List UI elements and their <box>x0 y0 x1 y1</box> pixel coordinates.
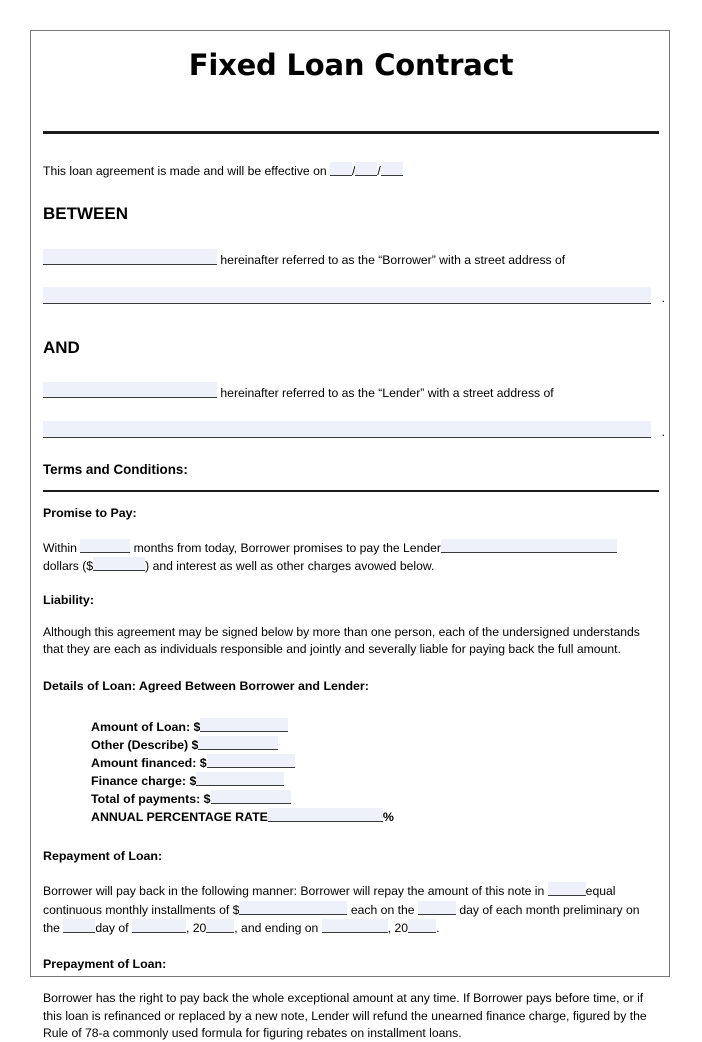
repayment-of-loan-heading: Repayment of Loan: <box>43 849 163 864</box>
promise-months-label: months from today, Borrower promises to pay the Lender <box>133 540 441 555</box>
liability-paragraph: Although this agreement may be signed below by more than one person, each of the undersigned understands that they are each as individuals responsible and jointly and severally liable for paying back the full amount. <box>43 625 640 657</box>
repayment-start-month-field[interactable] <box>132 919 186 933</box>
borrower-name-label: hereinafter referred to as the “Borrower” with a street address of <box>220 252 566 267</box>
list-item <box>91 772 659 790</box>
repayment-end-year-field[interactable] <box>408 919 436 933</box>
repayment-seg-8: , 20 <box>387 921 409 936</box>
lender-address-row <box>43 421 665 439</box>
date-separator-2: / <box>377 163 381 178</box>
document-page <box>30 30 670 1040</box>
annual-percentage-rate-label: ANNUAL PERCENTAGE RATE <box>91 809 268 824</box>
borrower-address-field[interactable] <box>43 287 651 304</box>
borrower-address-row <box>43 287 665 305</box>
total-of-payments-label: Total of payments: $ <box>91 791 211 806</box>
loan-details-list <box>43 718 659 826</box>
repayment-start-year-field[interactable] <box>206 919 234 933</box>
repayment-installment-amount-field[interactable] <box>239 901 347 915</box>
date-separator-1: / <box>352 163 356 178</box>
finance-charge-field[interactable] <box>196 772 284 786</box>
lender-address-period: . <box>661 424 665 439</box>
document-content <box>43 31 665 1040</box>
repayment-seg-2: equal continuous monthly installments of $ <box>43 884 616 917</box>
repayment-end-month-field[interactable] <box>322 919 388 933</box>
details-of-loan-heading: Details of Loan: Agreed Between Borrower and Lender: <box>43 678 369 693</box>
list-item <box>91 736 659 754</box>
promise-to-pay-line-2 <box>43 557 659 575</box>
other-describe-field[interactable] <box>198 736 278 750</box>
repayment-seg-6: , 20 <box>185 921 207 936</box>
repayment-seg-7: , and ending on <box>234 921 319 936</box>
promise-within-label: Within <box>43 540 77 555</box>
effective-date-month-field[interactable] <box>330 162 352 176</box>
repayment-installment-count-field[interactable] <box>548 882 586 896</box>
prepayment-of-loan-heading: Prepayment of Loan: <box>43 957 167 972</box>
repayment-seg-5: day of <box>95 921 129 936</box>
finance-charge-label: Finance charge: $ <box>91 773 197 788</box>
and-heading: AND <box>43 337 80 357</box>
repayment-seg-9: . <box>436 921 440 936</box>
effective-date-year-field[interactable] <box>381 162 403 176</box>
repayment-start-day-field[interactable] <box>63 919 95 933</box>
amount-of-loan-label: Amount of Loan: $ <box>91 719 201 734</box>
borrower-name-field[interactable] <box>43 249 217 265</box>
repayment-seg-3: each on the <box>350 902 415 917</box>
amount-financed-field[interactable] <box>207 754 295 768</box>
repayment-day-of-month-field[interactable] <box>418 901 456 915</box>
amount-of-loan-field[interactable] <box>200 718 288 732</box>
liability-heading: Liability: <box>43 593 94 608</box>
other-describe-label: Other (Describe) $ <box>91 737 199 752</box>
terms-heading: Terms and Conditions: <box>43 461 188 477</box>
repayment-paragraph <box>43 882 657 937</box>
repayment-seg-4: day of each month preliminary on the <box>43 902 640 936</box>
list-item <box>91 754 659 772</box>
effective-date-day-field[interactable] <box>355 162 377 176</box>
promise-interest-label: ) and interest as well as other charges avowed below. <box>145 558 435 573</box>
between-heading: BETWEEN <box>43 204 128 224</box>
amount-financed-label: Amount financed: $ <box>91 755 207 770</box>
promise-dollars-field[interactable] <box>93 557 145 571</box>
effective-date-line <box>43 162 659 180</box>
borrower-name-line <box>43 249 659 269</box>
list-item <box>91 790 659 808</box>
list-item <box>91 718 659 736</box>
annual-percentage-rate-field[interactable] <box>268 808 383 822</box>
promise-to-pay-heading: Promise to Pay: <box>43 505 137 520</box>
lender-address-field[interactable] <box>43 421 651 438</box>
lender-name-field[interactable] <box>43 382 217 398</box>
promise-dollars-label: dollars ($ <box>43 558 94 573</box>
effective-date-label: This loan agreement is made and will be effective on <box>43 163 327 178</box>
annual-percentage-rate-suffix: % <box>382 809 394 824</box>
total-of-payments-field[interactable] <box>211 790 291 804</box>
promise-to-pay-line-1 <box>43 539 659 557</box>
prepayment-paragraph: Borrower has the right to pay back the whole exceptional amount at any time. If Borrower pays before time, or if this loan is refinanced or replaced by a new note, Lender will refund the unearned finance charge, figured by the Rule of 78-a commonly used formula for figuring rebates on installment loans. <box>43 991 647 1040</box>
repayment-seg-1: Borrower will pay back in the following manner: Borrower will repay the amount of this note in <box>43 884 545 899</box>
list-item <box>91 808 659 826</box>
lender-name-line <box>43 382 659 402</box>
promise-months-field[interactable] <box>80 539 130 553</box>
promise-lender-amount-field[interactable] <box>441 539 617 553</box>
lender-name-label: hereinafter referred to as the “Lender” with a street address of <box>220 386 554 401</box>
borrower-address-period: . <box>661 290 665 305</box>
page-title: Fixed Loan Contract <box>188 48 514 82</box>
